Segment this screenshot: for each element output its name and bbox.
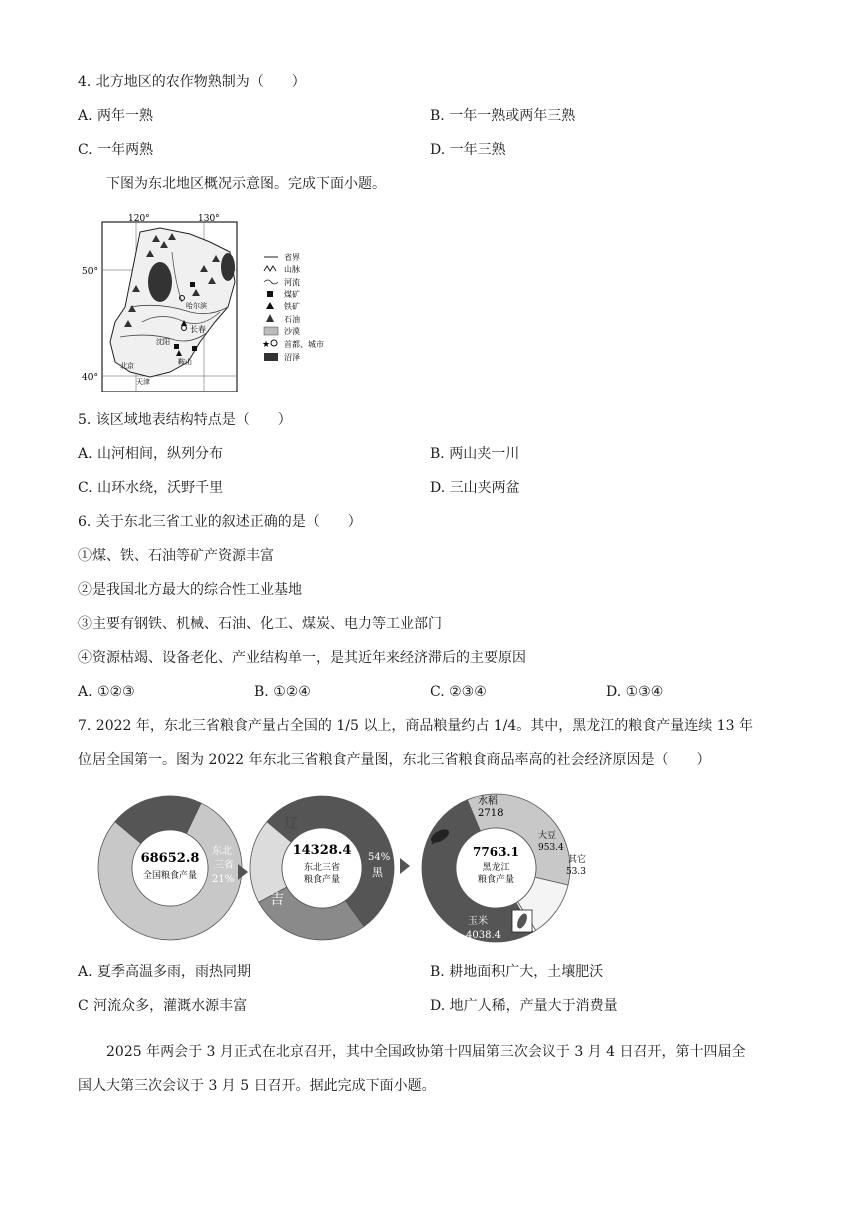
heilongjiang-total-label-2: 粮食产量 bbox=[477, 875, 515, 885]
other-value: 53.3 bbox=[565, 867, 586, 877]
coal-marker bbox=[192, 346, 197, 351]
city-beijing: 北京 bbox=[120, 362, 134, 370]
corn-icon bbox=[512, 910, 532, 932]
svg-text:★: ★ bbox=[262, 340, 271, 350]
lon-120-label: 120° bbox=[128, 214, 150, 224]
intro-2025-line1: 2025 年两会于 3 月正式在北京召开，其中全国政协第十四届第三次会议于 3 月 4 日召开，第十四届全 bbox=[106, 1044, 746, 1060]
arrow-to-chart-2 bbox=[238, 864, 248, 880]
heilongjiang-total-label-1: 黑龙江 bbox=[482, 863, 510, 873]
lat-50-label: 50° bbox=[82, 267, 98, 277]
legend-coal: 煤矿 bbox=[284, 290, 300, 299]
city-shenyang: 沈阳 bbox=[156, 338, 170, 346]
legend-iron: 铁矿 bbox=[284, 302, 300, 311]
grain-output-charts bbox=[78, 782, 588, 952]
q5-option-a[interactable]: A. 山河相间，纵列分布 bbox=[78, 446, 224, 462]
corn-label: 玉米 bbox=[468, 916, 488, 927]
city-harbin: 哈尔滨 bbox=[186, 302, 207, 310]
heilongjiang-label: 黑 bbox=[372, 866, 383, 879]
q4-option-d[interactable]: D. 一年三熟 bbox=[430, 142, 506, 158]
q7-option-b[interactable]: B. 耕地面积广大，土壤肥沃 bbox=[430, 964, 604, 980]
lat-40-label: 40° bbox=[82, 373, 98, 383]
marsh-patch-east bbox=[221, 253, 235, 281]
jilin-label: 吉 bbox=[270, 892, 284, 908]
q7-option-d[interactable]: D. 地广人稀，产量大于消费量 bbox=[430, 998, 618, 1014]
northeast-map bbox=[80, 212, 380, 392]
marsh-patch bbox=[148, 262, 172, 302]
city-tianjin: 天津 bbox=[136, 378, 150, 386]
q6-statement-2: ②是我国北方最大的综合性工业基地 bbox=[78, 582, 302, 598]
national-total-value: 68652.8 bbox=[140, 851, 200, 866]
legend-oil: 石油 bbox=[284, 315, 300, 324]
legend-marsh: 沼泽 bbox=[284, 353, 300, 362]
coal-marker bbox=[190, 282, 195, 287]
q4-option-b[interactable]: B. 一年一熟或两年三熟 bbox=[430, 108, 576, 124]
northeast-total-value: 14328.4 bbox=[292, 843, 352, 858]
northeast-slice-label-2: 三省 bbox=[214, 860, 234, 871]
coal-marker bbox=[174, 344, 179, 349]
q7-stem-line2: 位居全国第一。图为 2022 年东北三省粮食产量图，东北三省粮食商品率高的社会经济原因是（ ） bbox=[78, 752, 711, 768]
q7-stem-line1: 7. 2022 年，东北三省粮食产量占全国的 1/5 以上，商品粮量约占 1/4。其中，黑龙江的粮食产量连续 13 年 bbox=[78, 718, 754, 734]
national-total-label: 全国粮食产量 bbox=[142, 871, 198, 881]
heilongjiang-share: 54% bbox=[368, 852, 391, 863]
q4-option-c[interactable]: C. 一年两熟 bbox=[78, 142, 154, 158]
q5-option-b[interactable]: B. 两山夹一川 bbox=[430, 446, 520, 462]
soybean-label: 大豆 bbox=[538, 831, 557, 841]
q6-statement-1: ①煤、铁、石油等矿产资源丰富 bbox=[78, 548, 274, 564]
rice-value: 2718 bbox=[478, 808, 504, 819]
q4-option-a[interactable]: A. 两年一熟 bbox=[78, 108, 154, 124]
q6-statement-4: ④资源枯竭、设备老化、产业结构单一，是其近年来经济滞后的主要原因 bbox=[78, 650, 526, 666]
city-anshan: 鞍山 bbox=[178, 358, 192, 366]
legend-desert: 沙漠 bbox=[284, 327, 300, 336]
legend-capital: 首都、城市 bbox=[284, 340, 324, 349]
corn-value: 4038.4 bbox=[466, 930, 501, 941]
q4-stem: 4. 北方地区的农作物熟制为（ ） bbox=[78, 74, 306, 90]
heilongjiang-total-value: 7763.1 bbox=[473, 845, 519, 859]
intro-2025-line2: 国人大第三次会议于 3 月 5 日召开。据此完成下面小题。 bbox=[78, 1078, 436, 1094]
q6-stem: 6. 关于东北三省工业的叙述正确的是（ ） bbox=[78, 514, 362, 530]
legend-border: 省界 bbox=[284, 253, 300, 262]
northeast-total-label-2: 粮食产量 bbox=[303, 875, 341, 885]
q6-option-d[interactable]: D. ①③④ bbox=[606, 684, 664, 700]
donut-charts-svg bbox=[78, 782, 588, 952]
donut-hole bbox=[132, 830, 208, 906]
map-legend bbox=[262, 252, 324, 362]
lon-130-label: 130° bbox=[198, 214, 220, 224]
q5-stem: 5. 该区域地表结构特点是（ ） bbox=[78, 412, 292, 428]
legend-river: 河流 bbox=[284, 278, 300, 287]
rice-label: 水稻 bbox=[478, 796, 498, 807]
q7-option-a[interactable]: A. 夏季高温多雨，雨热同期 bbox=[78, 964, 252, 980]
liaoning-label: 辽 bbox=[284, 816, 298, 832]
city-changchun: 长春 bbox=[190, 325, 206, 334]
northeast-share-label: 21% bbox=[212, 874, 235, 885]
q5-option-c[interactable]: C. 山环水绕，沃野千里 bbox=[78, 480, 224, 496]
northeast-total-label-1: 东北三省 bbox=[303, 863, 341, 873]
map-intro: 下图为东北地区概况示意图。完成下面小题。 bbox=[106, 176, 386, 192]
q6-option-a[interactable]: A. ①②③ bbox=[78, 684, 135, 700]
other-label: 其它 bbox=[567, 855, 586, 865]
northeast-slice-label-1: 东北 bbox=[212, 846, 232, 857]
q6-option-b[interactable]: B. ①②④ bbox=[254, 684, 311, 700]
soybean-value: 953.4 bbox=[538, 843, 564, 853]
q6-statement-3: ③主要有钢铁、机械、石油、化工、煤炭、电力等工业部门 bbox=[78, 616, 442, 632]
q5-option-d[interactable]: D. 三山夹两盆 bbox=[430, 480, 520, 496]
arrow-to-chart-3 bbox=[400, 858, 410, 874]
legend-mountain: 山脉 bbox=[284, 265, 300, 274]
q7-option-c[interactable]: C 河流众多，灌溉水源丰富 bbox=[78, 998, 248, 1014]
q6-option-c[interactable]: C. ②③④ bbox=[430, 684, 487, 700]
